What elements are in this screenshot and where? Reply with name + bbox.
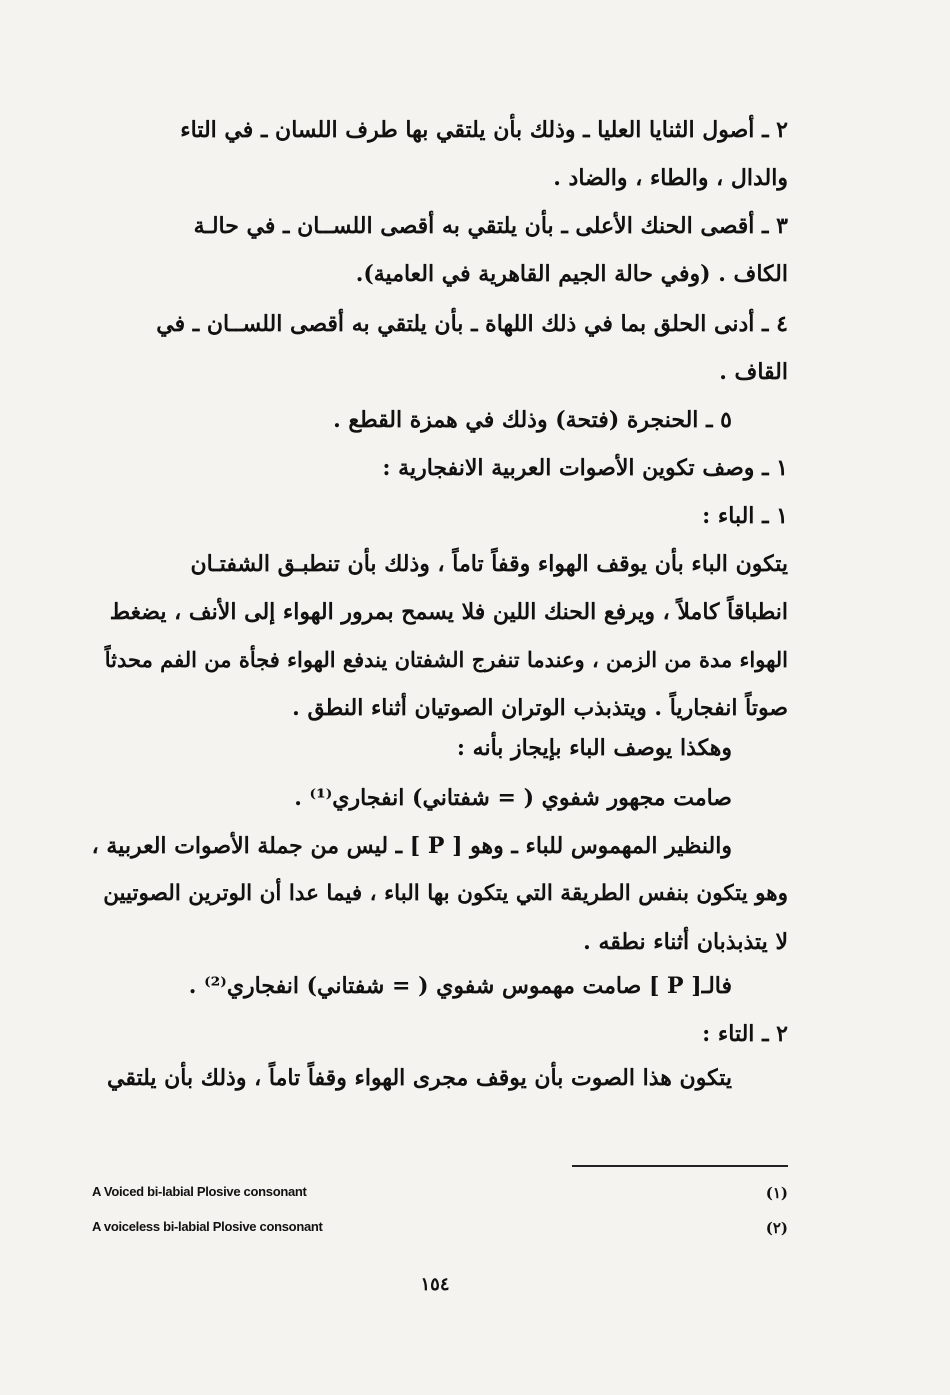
text-line: القاف . <box>719 359 788 385</box>
text-line: ٥ ـ الحنجرة (فتحة) وذلك في همزة القطع . <box>333 407 732 433</box>
text-line: صامت مجهور شفوي ( = شفتاني) انفجاري⁽¹⁾ . <box>294 785 732 811</box>
text-line: وهو يتكون بنفس الطريقة التي يتكون بها الباء ، فيما عدا أن الوترين الصوتيين <box>103 881 788 906</box>
text-line: والنظير المهموس للباء ـ وهو [ P ] ـ ليس من جملة الأصوات العربية ، <box>91 833 732 859</box>
footnote-number: (١) <box>765 1184 788 1202</box>
footnote-1 <box>92 1184 788 1206</box>
text-line: الهواء مدة من الزمن ، وعندما تنفرج الشفتان يندفع الهواء فجأة من الفم محدثاً <box>104 647 788 672</box>
text-line: يتكون الباء بأن يوقف الهواء وقفاً تاماً ، وذلك بأن تنطبـق الشفتـان <box>190 551 788 577</box>
paragraph-uvular <box>92 300 788 396</box>
text-line: ٢ ـ أصول الثنايا العليا ـ وذلك بأن يلتقي بها طرف اللسان ـ في التاء <box>180 117 788 143</box>
paragraph-baa-description <box>92 540 788 732</box>
footnote-divider <box>572 1165 788 1167</box>
footnote-2 <box>92 1219 788 1241</box>
text-line: فالـ[ P ] صامت مهموس شفوي ( = شفتاني) انفجاري⁽²⁾ . <box>188 973 732 999</box>
paragraph-velar <box>92 202 788 298</box>
heading-baa: ١ ـ الباء : <box>702 503 788 529</box>
paragraph-glottal <box>92 396 788 444</box>
text-line: ٣ ـ أقصى الحنك الأعلى ـ بأن يلتقي به أقصى اللســان ـ في حالـة <box>193 213 788 239</box>
text-line: الكاف . (وفي حالة الجيم القاهرية في العامية). <box>355 261 788 287</box>
section-heading <box>92 444 788 492</box>
text-line: صوتاً انفجارياً . ويتذبذب الوتران الصوتيان أثناء النطق . <box>292 695 788 721</box>
footnote-text: A voiceless bi-labial Plosive consonant <box>92 1219 323 1234</box>
text-line: ٤ ـ أدنى الحلق بما في ذلك اللهاة ـ بأن يلتقي به أقصى اللســان ـ في <box>156 311 788 337</box>
paragraph-summary-intro <box>92 724 788 772</box>
subsection-heading <box>92 492 788 540</box>
paragraph-taa-description <box>92 1054 788 1102</box>
text-line: لا يتذبذبان أثناء نطقه . <box>583 929 788 955</box>
heading-taa: ٢ ـ التاء : <box>702 1021 788 1047</box>
text-line: يتكون هذا الصوت بأن يوقف مجرى الهواء وقفاً تاماً ، وذلك بأن يلتقي <box>106 1065 732 1091</box>
paragraph-p-counterpart <box>92 822 788 966</box>
heading-plosives: ١ ـ وصف تكوين الأصوات العربية الانفجارية : <box>382 455 788 481</box>
subsection-heading <box>92 1010 788 1058</box>
page-number: ١٥٤ <box>420 1274 450 1295</box>
footnote-number: (٢) <box>765 1219 788 1237</box>
paragraph-baa-definition <box>92 774 788 822</box>
paragraph-p-definition <box>92 962 788 1010</box>
paragraph-alveolar <box>92 106 788 202</box>
footnote-text: A Voiced bi-labial Plosive consonant <box>92 1184 307 1199</box>
text-line: والدال ، والطاء ، والضاد . <box>553 165 788 191</box>
text-line: انطباقاً كاملاً ، ويرفع الحنك اللين فلا يسمح بمرور الهواء إلى الأنف ، يضغط <box>109 599 788 625</box>
text-line: وهكذا يوصف الباء بإيجاز بأنه : <box>456 735 732 761</box>
